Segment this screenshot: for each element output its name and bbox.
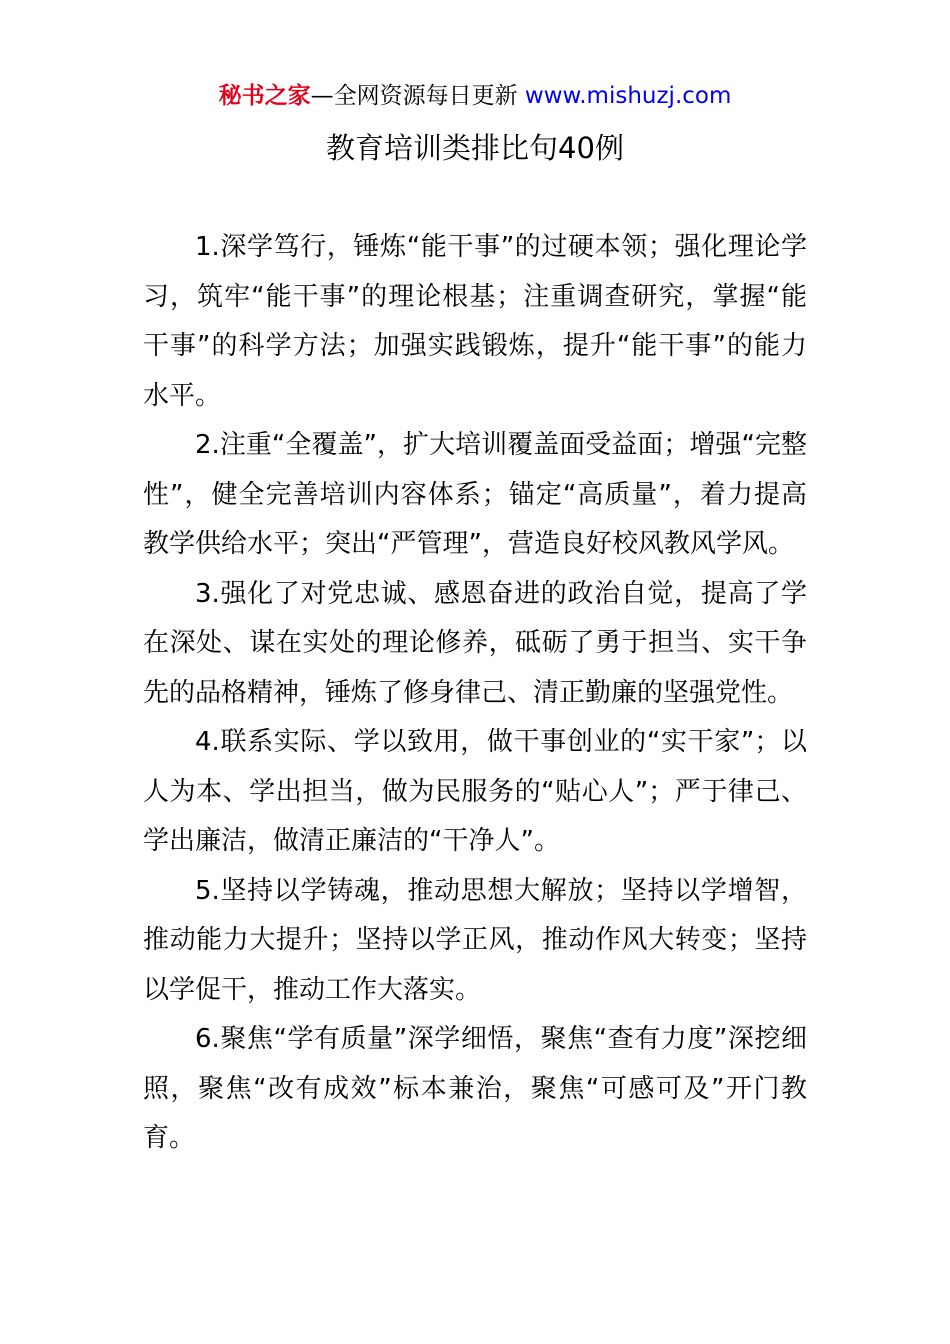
header-tagline: —全网资源每日更新 xyxy=(310,83,518,109)
paragraph-6: 6.聚焦“学有质量”深学细悟，聚焦“查有力度”深挖细照，聚焦“改有成效”标本兼治，聚焦“可感可及”开门教育。 xyxy=(143,1024,807,1153)
site-header xyxy=(0,80,950,112)
document-title: 教育培训类排比句40例 xyxy=(326,131,624,165)
paragraph-5: 5.坚持以学铸魂，推动思想大解放；坚持以学增智，推动能力大提升；坚持以学正风，推动作风大转变；坚持以学促干，推动工作大落实。 xyxy=(143,875,807,1005)
brand-name: 秘书之家 xyxy=(218,83,311,109)
paragraph-1: 1.深学笃行，锤炼“能干事”的过硬本领；强化理论学习，筑牢“能干事”的理论根基；注重调查研究，掌握“能干事”的科学方法；加强实践锻炼，提升“能干事”的能力水平。 xyxy=(143,232,807,411)
document-body xyxy=(143,223,807,1164)
paragraph-2: 2.注重“全覆盖”，扩大培训覆盖面受益面；增强“完整性”，健全完善培训内容体系；锚定“高质量”，着力提高教学供给水平；突出“严管理”，营造良好校风教风学风。 xyxy=(143,430,807,559)
paragraph-3: 3.强化了对党忠诚、感恩奋进的政治自觉，提高了学在深处、谋在实处的理论修养，砥砺了勇于担当、实干争先的品格精神，锤炼了修身律己、清正勤廉的坚强党性。 xyxy=(143,578,807,708)
paragraph-4: 4.联系实际、学以致用，做干事创业的“实干家”；以人为本、学出担当，做为民服务的“贴心人”；严于律己、学出廉洁，做清正廉洁的“干净人”。 xyxy=(143,727,807,856)
site-url-link[interactable]: www.mishuzj.com xyxy=(524,83,732,109)
